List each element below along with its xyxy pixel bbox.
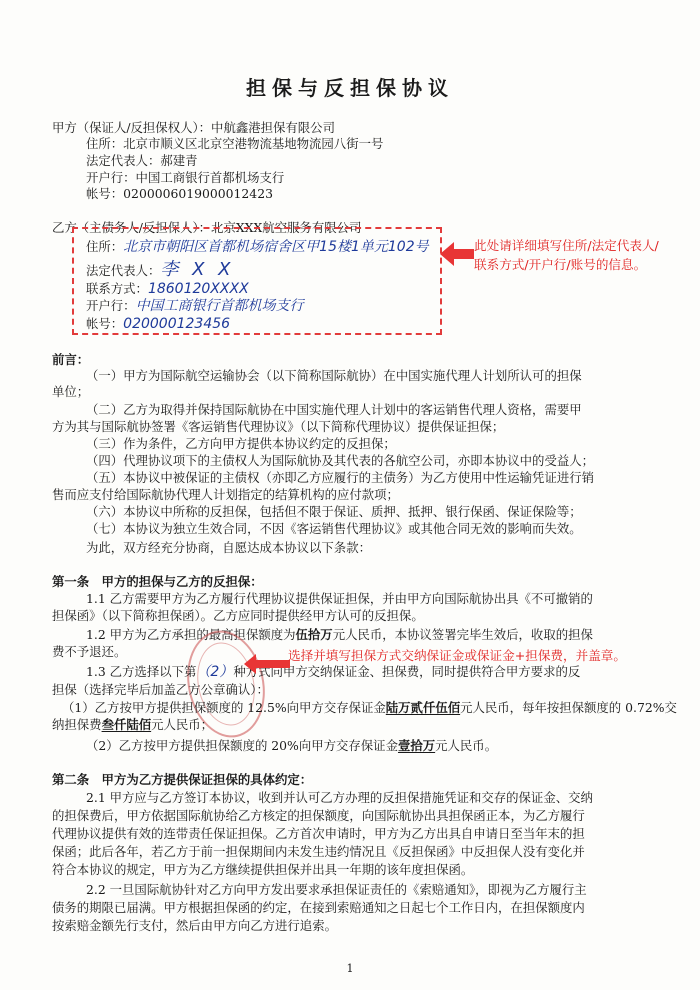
- article-2-heading: 第二条 甲方为乙方提供保证担保的具体约定：: [52, 772, 313, 787]
- article-1-c2a-post: 元人民币，本协议签署完毕生效后，收取的担保: [332, 627, 593, 642]
- article-1-c1a: 1.1 乙方需要甲方为乙方履行代理协议提供保证担保，并由甲方向国际航协出具《不可撤销的: [86, 591, 593, 606]
- preface-p3: （三）作为条件，乙方向甲方提供本协议约定的反担保；: [86, 436, 396, 451]
- page-number: 1: [346, 962, 354, 975]
- preface-p4: （四）代理协议项下的主债权人为国际航协及其代表的各航空公司，亦即本协议中的受益人；: [86, 453, 595, 468]
- annotation-arrow-2-icon: [244, 652, 292, 676]
- party-b-contact-value: 1860120XXXX: [147, 281, 249, 297]
- article-1-o1b-pre: 纳担保费: [52, 717, 102, 732]
- party-b-rep-label: 法定代表人：: [86, 263, 161, 278]
- article-1-c2a: [86, 627, 593, 643]
- article-1-o1a-pre: （1）乙方按甲方提供担保额度的 12.5%向甲方交存保证金: [62, 700, 386, 715]
- article-1-option-2: [86, 738, 497, 754]
- article-1-option-1b: [52, 717, 213, 733]
- party-a-bank: 开户行：中国工商银行首都机场支行: [86, 170, 285, 185]
- article-2-c2b: 债务的期限已届满。甲方根据担保函的约定，在接到索赔通知之日起七个工作日内，在担保额度内: [52, 900, 585, 915]
- party-b-rep-value: 李 X X: [160, 259, 235, 280]
- article-2-c1a: 2.1 甲方应与乙方签订本协议，收到并认可乙方办理的反担保措施凭证和交存的保证金、交纳: [86, 790, 593, 805]
- article-1-o1a-post: 元人民币，每年按担保额度的 0.72%交: [460, 700, 677, 715]
- article-1-c2b: 费不予退还。: [52, 644, 127, 659]
- article-1-option-1a: [62, 700, 677, 716]
- party-b-address-value: 北京市朝阳区首都机场宿舍区甲15楼1单元102号: [123, 239, 429, 255]
- party-b-account-label: 帐号：: [86, 316, 124, 331]
- article-2-c1d: 保函；此后各年，若乙方于前一担保期间内未发生违约情况且《反担保函》中反担保人没有变化并: [52, 844, 585, 859]
- article-2-c1c: 代理协议提供有效的连带责任保证担保。乙方首次申请时，甲方为乙方出具自申请日至当年末的担: [52, 826, 585, 841]
- article-2-c1b: 的担保费后，甲方依据国际航协给乙方核定的担保额度，向国际航协出具担保函正本，为乙方履行: [52, 808, 585, 823]
- preface-p2a: （二）乙方为取得并保持国际航协在中国实施代理人计划中的客运销售代理人资格，需要甲: [86, 402, 582, 417]
- article-1-o1a-amount: 陆万贰仟伍佰: [385, 700, 461, 715]
- preface-p5a: （五）本协议中被保证的主债权（亦即乙方应履行的主债务）为乙方使用中性运输凭证进行销: [86, 470, 595, 485]
- annotation-note-2: 选择并填写担保方式交纳保证金或保证金+担保费，并盖章。: [288, 648, 626, 663]
- party-a-address: 住所：北京市顺义区北京空港物流基地物流园八街一号: [86, 136, 384, 151]
- preface-p1b: 单位；: [52, 384, 90, 399]
- article-1-o1b-post: 元人民币；: [151, 717, 214, 732]
- preface-p7: （七）本协议为独立生效合同，不因《客运销售代理协议》或其他合同无效的影响而失效。: [86, 521, 582, 536]
- annotation-note-1: [474, 236, 659, 274]
- preface-p2b: 方为其与国际航协签署《客运销售代理协议》（以下简称代理协议）提供保证担保；: [52, 419, 505, 434]
- preface-p5b: 售而应支付给国际航协代理人计划指定的结算机构的应付款项；: [52, 487, 399, 502]
- article-1-o2-amount: 壹拾万: [397, 738, 436, 753]
- article-1-o2-pre: （2）乙方按甲方提供担保额度的 20%向甲方交存保证金: [86, 738, 398, 753]
- article-1-c2a-pre: 1.2 甲方为乙方承担的最高担保额度为: [86, 627, 296, 642]
- preface-p6: （六）本协议中所称的反担保，包括但不限于保证、质押、抵押、银行保函、保证保险等；: [86, 504, 582, 519]
- article-1-c2a-amount: 伍拾万: [295, 627, 333, 642]
- article-1-o1b-amount: 叁仟陆佰: [101, 717, 152, 732]
- preface-p8: 为此，双方经充分协商，自愿达成本协议以下条款：: [86, 540, 371, 555]
- article-1-c3a-pre: 1.3 乙方选择以下第: [86, 664, 197, 679]
- article-1-c3b: 担保（选择完毕后加盖乙方公章确认）：: [52, 682, 269, 697]
- party-b-header: 乙方（主债务人/反担保人）：北京XXX航空服务有限公司: [52, 220, 362, 235]
- party-b-bank-row: [86, 298, 304, 314]
- article-1-c3a: [86, 664, 580, 680]
- article-2-c2a: 2.2 一旦国际航协针对乙方向甲方发出要求承担保证责任的《索赔通知》，即视为乙方履行主: [86, 882, 587, 897]
- party-b-address-label: 住所：: [86, 239, 124, 254]
- party-a-rep: 法定代表人：郝建青: [86, 153, 198, 168]
- party-b-bank-label: 开户行：: [86, 298, 136, 313]
- annotation-arrow-icon: [440, 240, 476, 270]
- article-1-o2-post: 元人民币。: [435, 738, 498, 753]
- document-title: 担保与反担保协议: [246, 76, 454, 100]
- article-2-c1e: 符合本协议的规定，甲方为乙方继续提供担保并出具一年期的该年度担保函。: [52, 862, 474, 877]
- annotation-note-1-line2: 联系方式/开户行/账号的信息。: [474, 257, 647, 272]
- party-a-header: 甲方（保证人/反担保权人）：中航鑫港担保有限公司: [52, 120, 335, 135]
- article-1-c1b: 担保函》（以下简称担保函）。乙方应同时提供经甲方认可的反担保。: [52, 608, 424, 623]
- article-1-c3a-choice: （2）: [196, 664, 234, 680]
- party-b-account-value: 020000123456: [123, 316, 231, 332]
- party-b-account-row: [86, 316, 230, 332]
- party-b-contact-row: [86, 281, 249, 297]
- article-1-c3a-post: 种方式向甲方交纳保证金、担保费，同时提供符合甲方要求的反: [233, 664, 581, 679]
- article-2-c2c: 按索赔金额先行支付，然后由甲方向乙方进行追索。: [52, 918, 337, 933]
- preface-heading: 前言：: [52, 352, 90, 367]
- party-b-contact-label: 联系方式：: [86, 281, 148, 296]
- party-a-account: 帐号：0200006019000012423: [86, 186, 273, 201]
- party-b-bank-value: 中国工商银行首都机场支行: [135, 298, 304, 314]
- article-1-heading: 第一条 甲方的担保与乙方的反担保：: [52, 574, 263, 589]
- party-b-rep-row: [86, 259, 235, 280]
- annotation-note-1-line1: 此处请详细填写住所/法定代表人/: [474, 238, 659, 253]
- party-b-address-row: [86, 239, 429, 255]
- preface-p1a: （一）甲方为国际航空运输协会（以下简称国际航协）在中国实施代理人计划所认可的担保: [86, 368, 582, 383]
